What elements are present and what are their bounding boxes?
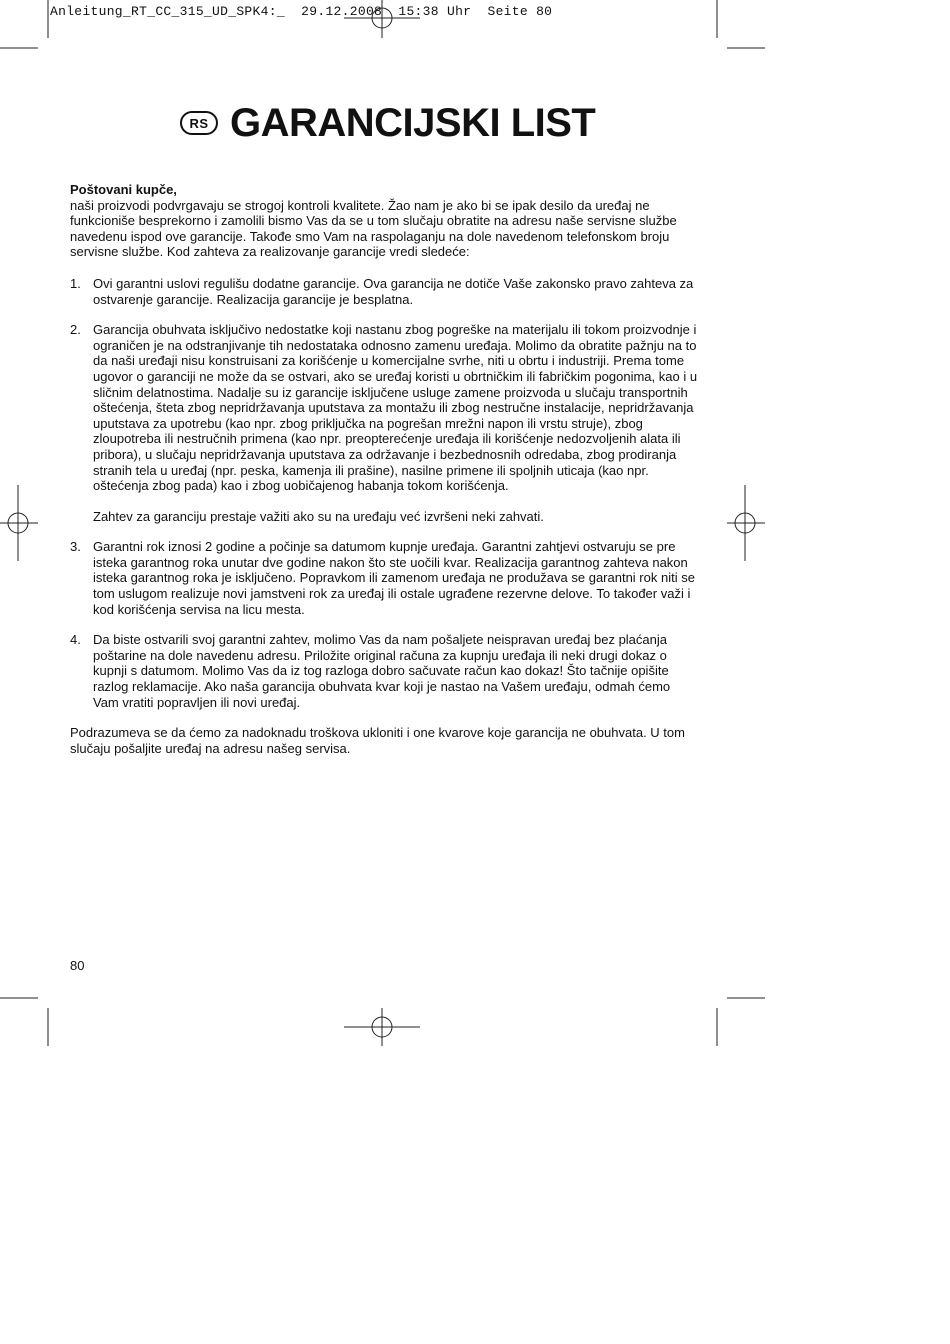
list-item-number: 1. xyxy=(70,275,81,291)
list-item-note: Zahtev za garanciju prestaje važiti ako su na uređaju već izvršeni neki zahvati. xyxy=(93,508,544,524)
list-item-text: Da biste ostvarili svoj garantni zahtev, molimo Vas da nam pošaljete neispravan uređaj bez plaćanja poštarine na dole navedenu adresu. Priložite original računa za kupnju uređaja ili neki drugi dokaz o kupnji s datumom. Molimo Vas da iz tog razloga dobro sačuvate račun kao dokaz! Što tačnije opišite razlog reklamacije. Ako naša garancija obuhvata kvar koji je nastao na Vašem uređaju, odmah ćemo Vam vratiti popravljen ili novi uređaj. xyxy=(93,632,671,710)
list-item-number: 2. xyxy=(70,322,81,338)
page-header xyxy=(180,100,595,146)
list-item xyxy=(70,539,698,617)
registration-mark-bottom xyxy=(344,1008,420,1046)
registration-mark-left xyxy=(0,485,38,561)
list-item xyxy=(70,276,698,307)
list-item-text: Garantni rok iznosi 2 godine a počinje sa datumom kupnje uređaja. Garantni zahtjevi ostvaruju se pre isteka garantnog roka unutar dve godine nakon što ste uočili kvar. Realizacija garantnog zahteva nakon isteka garantnog roka je isključeno. Popravkom ili zamenom uređaja ne produžava se garantni rok niti se tom uslugom realizuje novi jamstveni rok za uređaj ili ostale ugrađene rezervne delove. To također važi i kod korišćenja servisa na licu mesta. xyxy=(93,539,695,617)
list-item-text: Garancija obuhvata isključivo nedostatke koji nastanu zbog pogreške na materijalu ili tokom proizvodnje i ograničen je na odstranjivanje tih nedostataka odnosno zamenu uređaja. Molimo da obratite pažnju na to da naši uređaji nisu konstruisani za korišćenje u komercijalne svrhe, niti u obrtu i industriji. Prema tome ugovor o garanciji ne može da se ostvari, ako se uređaj koristi u obrtničkim ili fabričkim pogonima, kao i u sličnim delatnostima. Nadalje su iz garancije isključene usluge zamene proizvoda u slučaju transportnih oštećenja, šteta zbog nepridržavanja uputstava za montažu ili zbog nestručne instalacije, nepridržavanja uputstava za upotrebu (kao npr. zbog priključka na pogrešan mrežni napon ili vrstu struje), zbog zloupotreba ili nestručnih primena (kao npr. preopterećenje uređaja ili korišćenje nedozvoljenih alata ili pribora), u slučaju nepridržavanja uputstava za održavanje i bezbednosnih odredaba, zbog prodiranja stranih tela u uređaj (npr. peska, kamenja ili prašine), nasilne primene ili spoljnih uticaja (kao npr. oštećenja zbog pada) kao i zbog uobičajenog habanja tokom korišćenja. xyxy=(93,322,698,494)
registration-mark-right xyxy=(727,485,765,561)
list-item xyxy=(70,632,698,710)
print-slug-line: Anleitung_RT_CC_315_UD_SPK4:_ 29.12.2008 15:38 Uhr Seite 80 xyxy=(50,4,553,19)
page-number: 80 xyxy=(70,958,85,973)
greeting: Poštovani kupče, xyxy=(70,182,177,197)
list-item-text: Ovi garantni uslovi regulišu dodatne garancije. Ova garancija ne dotiče Vaše zakonsko pravo zahteva za ostvarenje garancije. Realizacija garancije je besplatna. xyxy=(93,275,694,307)
closing-paragraph: Podrazumeva se da ćemo za nadoknadu troškova ukloniti i one kvarove koje garancija ne obuhvata. U tom slučaju pošaljite uređaj na adresu našeg servisa. xyxy=(70,725,685,756)
registration-mark-top xyxy=(344,0,420,38)
page-title: GARANCIJSKI LIST xyxy=(230,100,596,145)
list-item xyxy=(70,322,698,524)
warranty-conditions-list xyxy=(70,276,698,710)
list-item-number: 4. xyxy=(70,632,81,648)
warranty-text xyxy=(70,182,698,756)
list-item-number: 3. xyxy=(70,539,81,555)
intro-paragraph: naši proizvodi podvrgavaju se strogoj kontroli kvalitete. Žao nam je ako bi se ipak desilo da uređaj ne funkcioniše besprekorno i zamolili bismo Vas da se u tom slučaju obratite na adresu naše servisne službe navedenu ispod ove garancije. Takođe smo Vam na raspolaganju na dole navedenom telefonskom broju servisne službe. Kod zahteva za realizovanje garancije vredi sledeće: xyxy=(70,197,677,260)
country-code-badge: RS xyxy=(180,111,218,135)
